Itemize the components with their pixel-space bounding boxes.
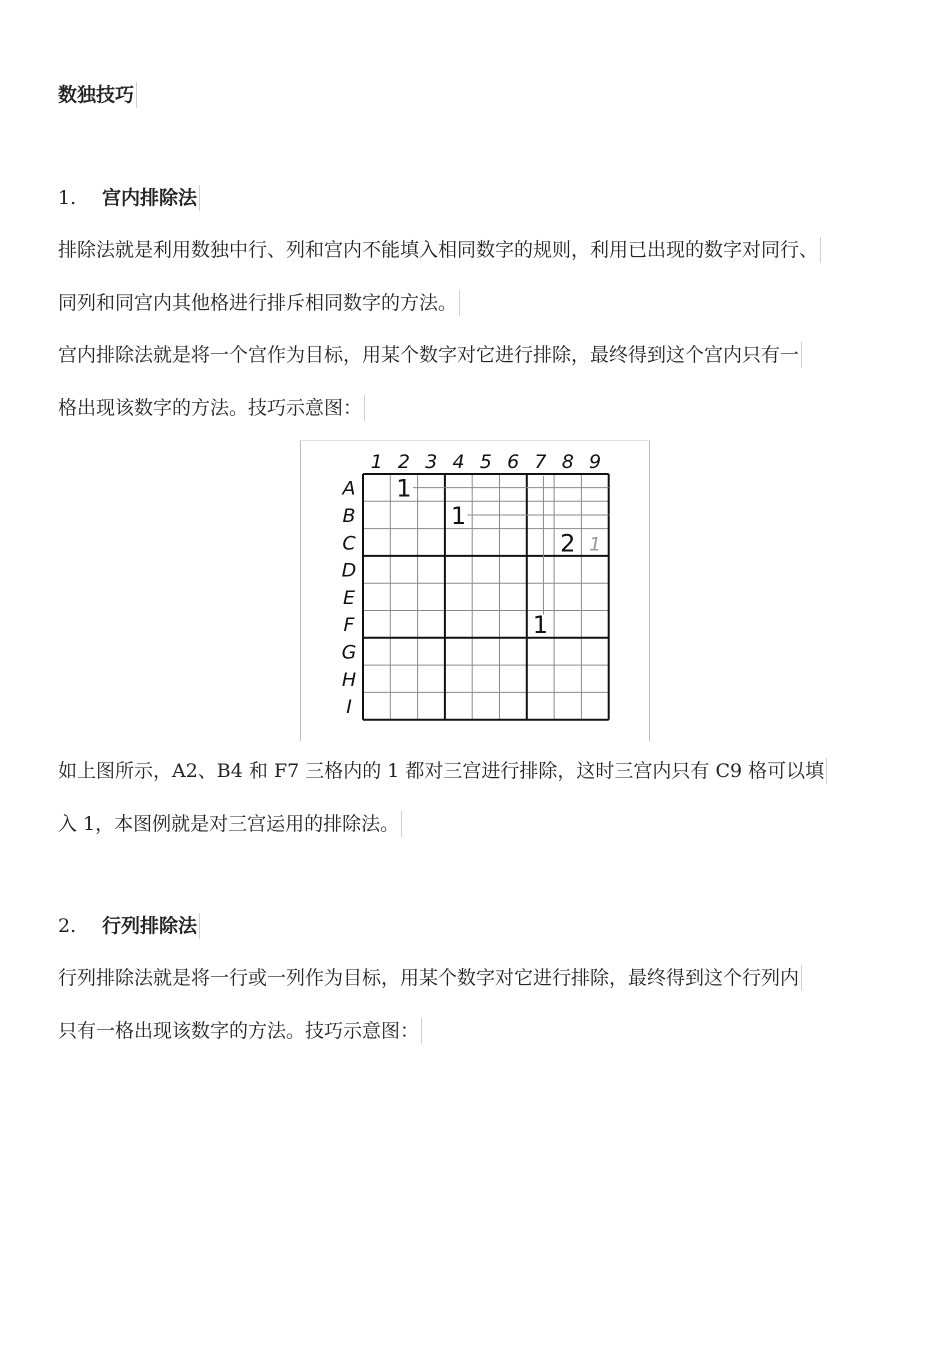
section-1-title: 宫内排除法 xyxy=(102,187,198,209)
document-title: 数独技巧 xyxy=(58,82,137,108)
given-digit: 2 xyxy=(560,529,576,558)
row-label: G xyxy=(341,641,357,664)
row-label: A xyxy=(342,477,356,500)
section-2-number: 2. xyxy=(58,915,77,937)
section-1-para-3-line-2: 入 1，本图例就是对三宫运用的排除法。 xyxy=(58,811,402,837)
column-label: 3 xyxy=(425,451,438,473)
section-1-para-2-line-1: 宫内排除法就是将一个宫作为目标，用某个数字对它进行排除，最终得到这个宫内只有一 xyxy=(58,342,802,368)
section-2-para-1-line-1: 行列排除法就是将一行或一列作为目标，用某个数字对它进行排除，最终得到这个行列内 xyxy=(58,965,802,991)
given-digit: 1 xyxy=(532,611,549,640)
column-label: 1 xyxy=(370,451,383,473)
column-label: 9 xyxy=(589,451,602,473)
column-label: 7 xyxy=(534,451,547,473)
row-label: D xyxy=(341,559,357,582)
section-1-number: 1. xyxy=(58,187,77,209)
row-label: F xyxy=(343,614,355,637)
row-label: E xyxy=(342,586,356,609)
given-digit: 1 xyxy=(450,501,467,530)
row-label: C xyxy=(342,532,356,555)
section-2-para-1-line-2: 只有一格出现该数字的方法。技巧示意图： xyxy=(58,1018,422,1044)
section-2-heading xyxy=(58,913,200,939)
section-1-para-1-line-2: 同列和同宫内其他格进行排斥相同数字的方法。 xyxy=(58,290,460,316)
section-2-title: 行列排除法 xyxy=(102,915,198,937)
section-1-para-3-line-1: 如上图所示，A2、B4 和 F7 三格内的 1 都对三宫进行排除，这时三宫内只有 C9 格可以填 xyxy=(58,758,827,784)
given-digit: 1 xyxy=(396,474,412,503)
row-label: B xyxy=(342,504,356,527)
candidate-digit: 1 xyxy=(589,533,602,556)
section-1-para-1-line-1: 排除法就是利用数独中行、列和宫内不能填入相同数字的规则，利用已出现的数字对同行、 xyxy=(58,237,821,263)
column-label: 4 xyxy=(452,451,465,473)
section-1-heading xyxy=(58,185,200,211)
column-label: 8 xyxy=(561,451,574,473)
sudoku-diagram xyxy=(301,441,649,741)
column-label: 6 xyxy=(507,451,520,473)
column-label: 5 xyxy=(479,451,492,473)
sudoku-figure xyxy=(300,440,650,741)
row-label: I xyxy=(346,696,352,719)
column-label: 2 xyxy=(397,451,410,473)
row-label: H xyxy=(341,668,357,691)
section-1-para-2-line-2: 格出现该数字的方法。技巧示意图： xyxy=(58,395,365,421)
